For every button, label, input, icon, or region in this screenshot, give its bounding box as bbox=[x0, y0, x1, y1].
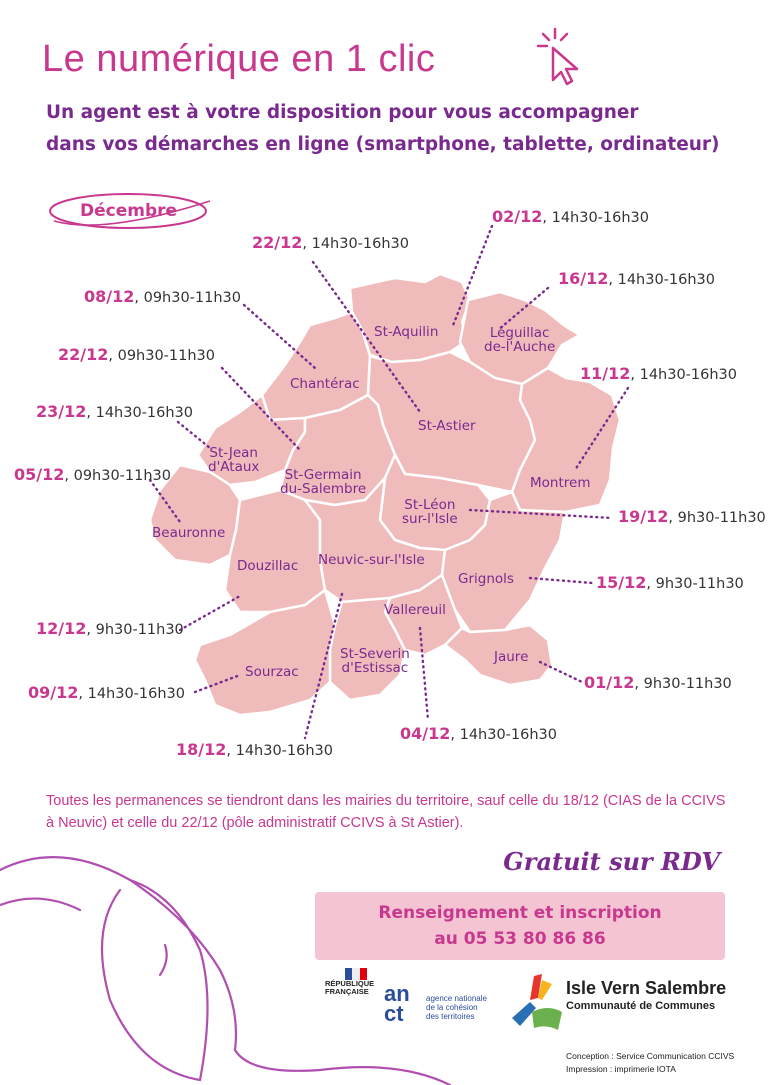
session-st-germain bbox=[58, 345, 215, 364]
town-grignols: Grignols bbox=[458, 571, 514, 587]
session-date: 09/12 bbox=[28, 683, 79, 702]
credit-conception: Conception : Service Communication CCIVS bbox=[566, 1051, 735, 1061]
anct-text-3: des territoires bbox=[426, 1012, 475, 1021]
session-time: , 9h30-11h30 bbox=[634, 676, 732, 692]
session-date: 23/12 bbox=[36, 402, 87, 421]
rf-line-2: FRANÇAISE bbox=[325, 987, 369, 996]
republique-francaise-logo bbox=[325, 980, 374, 996]
session-time: , 14h30-16h30 bbox=[78, 686, 186, 702]
town-st-leon-line2: sur-l'Isle bbox=[402, 511, 458, 528]
session-date: 15/12 bbox=[596, 573, 647, 592]
session-leguillac bbox=[558, 269, 715, 288]
town-st-germain-line2: du-Salembre bbox=[280, 481, 367, 498]
town-st-germain bbox=[280, 468, 366, 496]
session-date: 16/12 bbox=[558, 269, 609, 288]
session-date: 18/12 bbox=[176, 740, 227, 759]
town-st-jean-line2: d'Ataux bbox=[208, 459, 260, 476]
session-neuvic bbox=[176, 740, 333, 759]
town-leguillac bbox=[484, 326, 555, 354]
page-title: Le numérique en 1 clic bbox=[42, 38, 436, 80]
session-time: , 09h30-11h30 bbox=[64, 468, 172, 484]
town-st-severin-line1: St-Severin bbox=[340, 646, 410, 662]
town-st-aquilin: St-Aquilin bbox=[374, 324, 439, 340]
session-douzillac bbox=[36, 619, 184, 638]
session-st-astier bbox=[252, 233, 409, 252]
ivs-logo-icon bbox=[508, 972, 564, 1034]
anct-text-1: agence nationale bbox=[426, 994, 487, 1003]
session-time: , 14h30-16h30 bbox=[608, 272, 716, 288]
session-montrem bbox=[580, 364, 737, 383]
town-beauronne: Beauronne bbox=[152, 525, 226, 541]
rf-line-1: RÉPUBLIQUE bbox=[325, 979, 375, 988]
credit-impression: Impression : imprimerie IOTA bbox=[566, 1064, 676, 1074]
session-sourzac bbox=[28, 683, 185, 702]
town-st-severin bbox=[340, 647, 410, 675]
session-st-jean bbox=[36, 402, 193, 421]
session-date: 19/12 bbox=[618, 507, 669, 526]
session-date: 12/12 bbox=[36, 619, 87, 638]
session-date: 22/12 bbox=[58, 345, 109, 364]
town-sourzac: Sourzac bbox=[245, 664, 299, 680]
session-beauronne bbox=[14, 465, 171, 484]
session-time: , 09h30-11h30 bbox=[134, 290, 242, 306]
town-st-severin-line2: d'Estissac bbox=[341, 660, 409, 677]
session-time: , 09h30-11h30 bbox=[108, 348, 216, 364]
town-leguillac-line1: Léguillac bbox=[489, 325, 550, 341]
town-st-jean bbox=[208, 446, 259, 474]
session-time: , 9h30-11h30 bbox=[668, 510, 766, 526]
session-time: , 14h30-16h30 bbox=[302, 236, 410, 252]
town-st-astier: St-Astier bbox=[418, 418, 476, 434]
session-st-leon bbox=[618, 507, 766, 526]
town-vallereuil: Vallereuil bbox=[384, 602, 446, 618]
subtitle-line-2: dans vos démarches en ligne (smartphone, tablette, ordinateur) bbox=[46, 134, 720, 155]
month-label: Décembre bbox=[80, 201, 178, 221]
town-neuvic: Neuvic-sur-l'Isle bbox=[318, 552, 425, 568]
session-chanterac bbox=[84, 287, 241, 306]
subtitle-line-1: Un agent est à votre disposition pour vous accompagner bbox=[46, 102, 639, 123]
contact-line-1: Renseignement et inscription bbox=[378, 903, 662, 923]
session-date: 22/12 bbox=[252, 233, 303, 252]
anct-text bbox=[426, 994, 487, 1021]
session-time: , 14h30-16h30 bbox=[450, 727, 558, 743]
contact-text bbox=[315, 900, 725, 952]
town-montrem: Montrem bbox=[530, 475, 591, 491]
town-st-germain-line1: St-Germain bbox=[284, 467, 362, 483]
contact-phone[interactable]: au 05 53 80 86 86 bbox=[434, 929, 606, 949]
anct-letters-2: ct bbox=[384, 1001, 404, 1026]
ivs-subtitle: Communauté de Communes bbox=[566, 1000, 716, 1012]
anct-text-2: de la cohésion bbox=[426, 1003, 478, 1012]
session-st-aquilin bbox=[492, 207, 649, 226]
session-time: , 9h30-11h30 bbox=[86, 622, 184, 638]
free-appointment-label: Gratuit sur RDV bbox=[503, 847, 720, 876]
session-time: , 14h30-16h30 bbox=[630, 367, 738, 383]
session-time: , 9h30-11h30 bbox=[646, 576, 744, 592]
session-jaure bbox=[584, 673, 732, 692]
town-st-leon bbox=[402, 498, 458, 526]
town-chanterac: Chantérac bbox=[290, 376, 360, 392]
ivs-name: Isle Vern Salembre bbox=[566, 978, 727, 998]
town-st-jean-line1: St-Jean bbox=[209, 445, 258, 461]
anct-letters-1: an bbox=[384, 981, 410, 1006]
town-leguillac-line2: de-l'Auche bbox=[484, 339, 556, 356]
town-jaure: Jaure bbox=[494, 649, 529, 665]
anct-logo-letters bbox=[384, 981, 410, 1026]
session-time: , 14h30-16h30 bbox=[86, 405, 194, 421]
session-time: , 14h30-16h30 bbox=[226, 743, 334, 759]
session-time: , 14h30-16h30 bbox=[542, 210, 650, 226]
session-vallereuil bbox=[400, 724, 557, 743]
session-date: 02/12 bbox=[492, 207, 543, 226]
session-date: 04/12 bbox=[400, 724, 451, 743]
venue-note: Toutes les permanences se tiendront dans les mairies du territoire, sauf celle du 18/12 (CIAS de la CCIVS à Neuvic) et celle du 22/12 (pôle administratif CCIVS à St Astier). bbox=[46, 793, 726, 831]
mouse-outline-icon bbox=[0, 850, 470, 1085]
session-date: 11/12 bbox=[580, 364, 631, 383]
session-grignols bbox=[596, 573, 744, 592]
session-date: 08/12 bbox=[84, 287, 135, 306]
session-date: 01/12 bbox=[584, 673, 635, 692]
town-st-leon-line1: St-Léon bbox=[404, 497, 456, 513]
session-date: 05/12 bbox=[14, 465, 65, 484]
town-douzillac: Douzillac bbox=[237, 558, 299, 574]
